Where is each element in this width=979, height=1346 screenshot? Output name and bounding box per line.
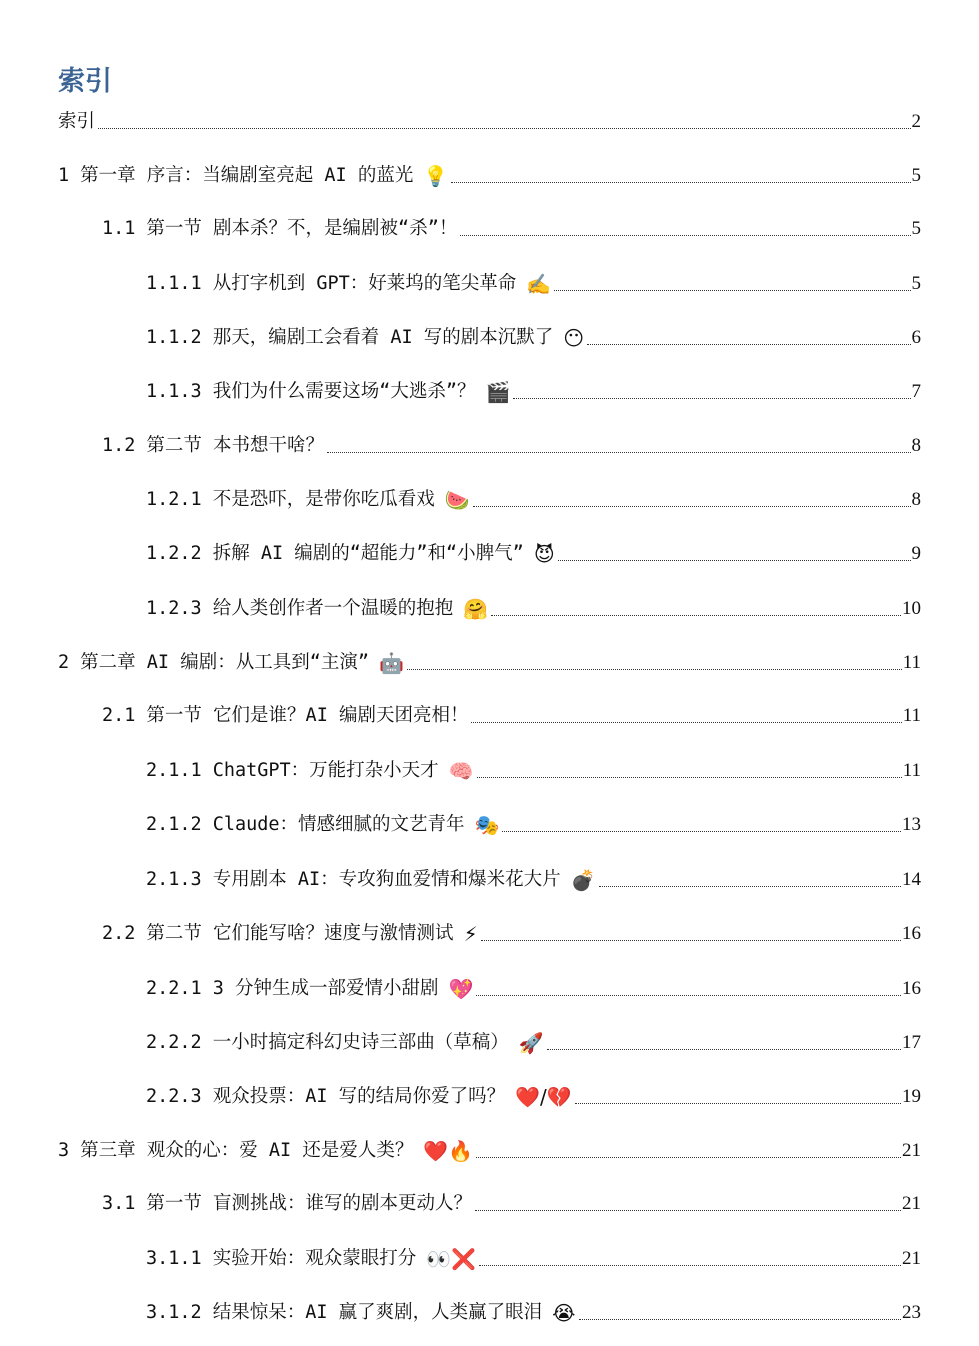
toc-entry-title: 第一节 剧本杀？不，是编剧被“杀”！	[146, 218, 458, 239]
toc-entry-number: 1.1.3	[146, 381, 202, 402]
robot-icon: 🤖	[378, 651, 404, 675]
dot-leader	[476, 1156, 901, 1158]
writing-hand-icon: ✍️	[526, 272, 552, 296]
toc-entry-title: 不是恐吓，是带你吃瓜看戏	[212, 489, 435, 510]
toc-entry-number: 1.1.1	[146, 273, 202, 294]
toc-entry-title: 我们为什么需要这场“大逃杀”？	[212, 381, 476, 402]
toc-entry-title: Claude：情感细腻的文艺青年	[212, 814, 465, 835]
toc-entry-page: 14	[902, 869, 921, 890]
dot-leader	[451, 181, 910, 183]
toc-entry[interactable]	[146, 485, 921, 515]
dot-leader	[98, 127, 910, 129]
toc-entry-number: 2.2.3	[146, 1086, 202, 1107]
bomb-icon: 💣	[570, 868, 596, 892]
toc-entry-title: 结果惊呆：AI 赢了爽剧，人类赢了眼泪	[212, 1302, 543, 1323]
toc-entry-number: 3.1.1	[146, 1248, 202, 1269]
dot-leader	[513, 397, 910, 399]
toc-entry[interactable]	[146, 594, 921, 624]
toc-entry-number: 3	[58, 1140, 70, 1161]
toc-entry-number: 2	[58, 652, 70, 673]
toc-entry-page: 5	[911, 218, 921, 239]
dot-leader	[473, 505, 911, 507]
sparkling-heart-icon: 💖	[448, 977, 474, 1001]
toc-entry-number: 2.1.3	[146, 869, 202, 890]
toc-entry-page: 16	[902, 923, 921, 944]
toc-entry-page: 5	[911, 273, 921, 294]
toc-entry-page: 21	[902, 1248, 921, 1269]
toc-entry-title: 第一章 序言：当编剧室亮起 AI 的蓝光	[80, 165, 414, 186]
toc-entry-number: 1.1.2	[146, 327, 202, 348]
toc-entry-title: ChatGPT：万能打杂小天才	[212, 760, 439, 781]
toc-entry[interactable]	[146, 539, 921, 569]
toc-entry-title: 3 分钟生成一部爱情小甜剧	[212, 978, 439, 999]
toc-heading: 索引	[58, 66, 112, 97]
dot-leader	[502, 830, 901, 832]
toc-entry-number: 1	[58, 165, 70, 186]
toc-entry-page: 13	[902, 814, 921, 835]
dot-leader	[471, 721, 901, 723]
toc-entry-page: 23	[902, 1302, 921, 1323]
toc-entry-number: 2.2.1	[146, 978, 202, 999]
toc-entry[interactable]	[102, 214, 921, 244]
toc-entry-page: 8	[911, 489, 921, 510]
clapper-board-icon: 🎬	[485, 380, 511, 404]
toc-entry-title: 第三章 观众的心：爱 AI 还是爱人类？	[80, 1140, 414, 1161]
lightbulb-icon: 💡	[423, 164, 449, 188]
dot-leader	[547, 1048, 901, 1050]
toc-entry-number: 2.1.1	[146, 760, 202, 781]
toc-entry-number: 2.2.2	[146, 1032, 202, 1053]
toc-entry-page: 21	[902, 1140, 921, 1161]
toc-entry[interactable]	[58, 107, 921, 137]
toc-entry[interactable]	[146, 810, 921, 840]
toc-entry-page: 16	[902, 978, 921, 999]
toc-entry-number: 1.2	[102, 435, 136, 456]
dot-leader	[579, 1318, 902, 1320]
toc-entry[interactable]	[58, 648, 921, 678]
toc-entry-title: 专用剧本 AI：专攻狗血爱情和爆米花大片	[212, 869, 561, 890]
toc-entry-title: 一小时搞定科幻史诗三部曲（草稿）	[212, 1032, 509, 1053]
toc-entry-page: 19	[902, 1086, 921, 1107]
toc-entry-number: 1.2.3	[146, 598, 202, 619]
toc-entry-page: 11	[902, 760, 921, 781]
dot-leader	[476, 994, 901, 996]
toc-entry[interactable]	[146, 269, 921, 299]
toc-entry[interactable]	[146, 974, 921, 1004]
toc-entry[interactable]	[58, 1136, 921, 1166]
toc-entry-title: 观众投票：AI 写的结局你爱了吗？	[212, 1086, 506, 1107]
toc-entry[interactable]	[146, 865, 921, 895]
toc-entry-page: 9	[911, 543, 921, 564]
toc-entry-page: 6	[911, 327, 921, 348]
rocket-icon: 🚀	[518, 1031, 544, 1055]
dot-leader	[407, 668, 902, 670]
toc-entry-number: 1.1	[102, 218, 136, 239]
toc-entry[interactable]	[102, 919, 921, 949]
toc-entry[interactable]	[146, 1082, 921, 1112]
toc-entry-title: 第二节 本书想干啥？	[146, 435, 325, 456]
brain-icon: 🧠	[448, 759, 474, 783]
toc-entry-number: 2.1	[102, 705, 136, 726]
toc-entry-page: 21	[902, 1193, 921, 1214]
toc-entry[interactable]	[58, 161, 921, 191]
toc-entry-page: 11	[902, 705, 921, 726]
toc-entry-title: 实验开始：观众蒙眼打分	[212, 1248, 417, 1269]
toc-entry[interactable]	[146, 1244, 921, 1274]
toc-entry-title: 第一节 它们是谁？AI 编剧天团亮相！	[146, 705, 469, 726]
toc-entry-page: 11	[902, 652, 921, 673]
toc-entry-number: 3.1.2	[146, 1302, 202, 1323]
toc-entry[interactable]	[146, 1298, 921, 1328]
heart-fire-icon: ❤️🔥	[423, 1139, 474, 1163]
crying-face-icon: 😭	[552, 1301, 576, 1325]
toc-entry-title: 给人类创作者一个温暖的抱抱	[212, 598, 454, 619]
toc-entry-page: 10	[902, 598, 921, 619]
toc-entry-number: 3.1	[102, 1193, 136, 1214]
toc-entry-page: 17	[902, 1032, 921, 1053]
watermelon-icon: 🍉	[444, 488, 470, 512]
toc-entry-title: 从打字机到 GPT：好莱坞的笔尖革命	[212, 273, 517, 294]
dot-leader	[491, 614, 901, 616]
dot-leader	[481, 939, 901, 941]
toc-entry[interactable]	[102, 1189, 921, 1219]
toc-entry-page: 7	[911, 381, 921, 402]
toc-entry[interactable]	[102, 431, 921, 461]
dot-leader	[599, 885, 901, 887]
toc-entry-title: 那天，编剧工会看着 AI 写的剧本沉默了	[212, 327, 554, 348]
no-mouth-face-icon: 😶	[563, 326, 585, 350]
dot-leader	[477, 776, 902, 778]
toc-entry-page: 8	[911, 435, 921, 456]
toc-entry-number: 2.2	[102, 923, 136, 944]
toc-entry-title: 索引	[58, 111, 96, 132]
toc-entry[interactable]	[102, 701, 921, 731]
eyes-cross-icon: 👀❌	[426, 1247, 477, 1271]
dot-leader	[558, 559, 911, 561]
toc-entry[interactable]	[146, 377, 921, 407]
toc-entry-page: 5	[911, 165, 921, 186]
toc-entry-title: 第二章 AI 编剧：从工具到“主演”	[80, 652, 369, 673]
dot-leader	[575, 1102, 901, 1104]
toc-entry-title: 第二节 它们能写啥？速度与激情测试	[146, 923, 454, 944]
toc-entry-number: 2.1.2	[146, 814, 202, 835]
toc-entry-title: 第一节 盲测挑战：谁写的剧本更动人？	[146, 1193, 473, 1214]
hugging-face-icon: 🤗	[463, 597, 489, 621]
heart-broken-heart-icon: ❤️/💔	[515, 1085, 572, 1109]
theater-masks-icon: 🎭	[474, 813, 500, 837]
dot-leader	[475, 1209, 901, 1211]
dot-leader	[460, 234, 910, 236]
toc-entry[interactable]	[146, 1028, 921, 1058]
toc-entry-number: 1.2.2	[146, 543, 202, 564]
smiling-devil-icon: 😈	[533, 542, 555, 566]
dot-leader	[479, 1264, 901, 1266]
toc-entry[interactable]	[146, 756, 921, 786]
dot-leader	[554, 289, 910, 291]
toc-entry-title: 拆解 AI 编剧的“超能力”和“小脾气”	[212, 543, 524, 564]
toc-entry-number: 1.2.1	[146, 489, 202, 510]
dot-leader	[327, 451, 910, 453]
toc-entry[interactable]	[146, 323, 921, 353]
lightning-icon: ⚡	[463, 922, 478, 946]
toc-entry-page: 2	[911, 111, 921, 132]
dot-leader	[587, 343, 910, 345]
